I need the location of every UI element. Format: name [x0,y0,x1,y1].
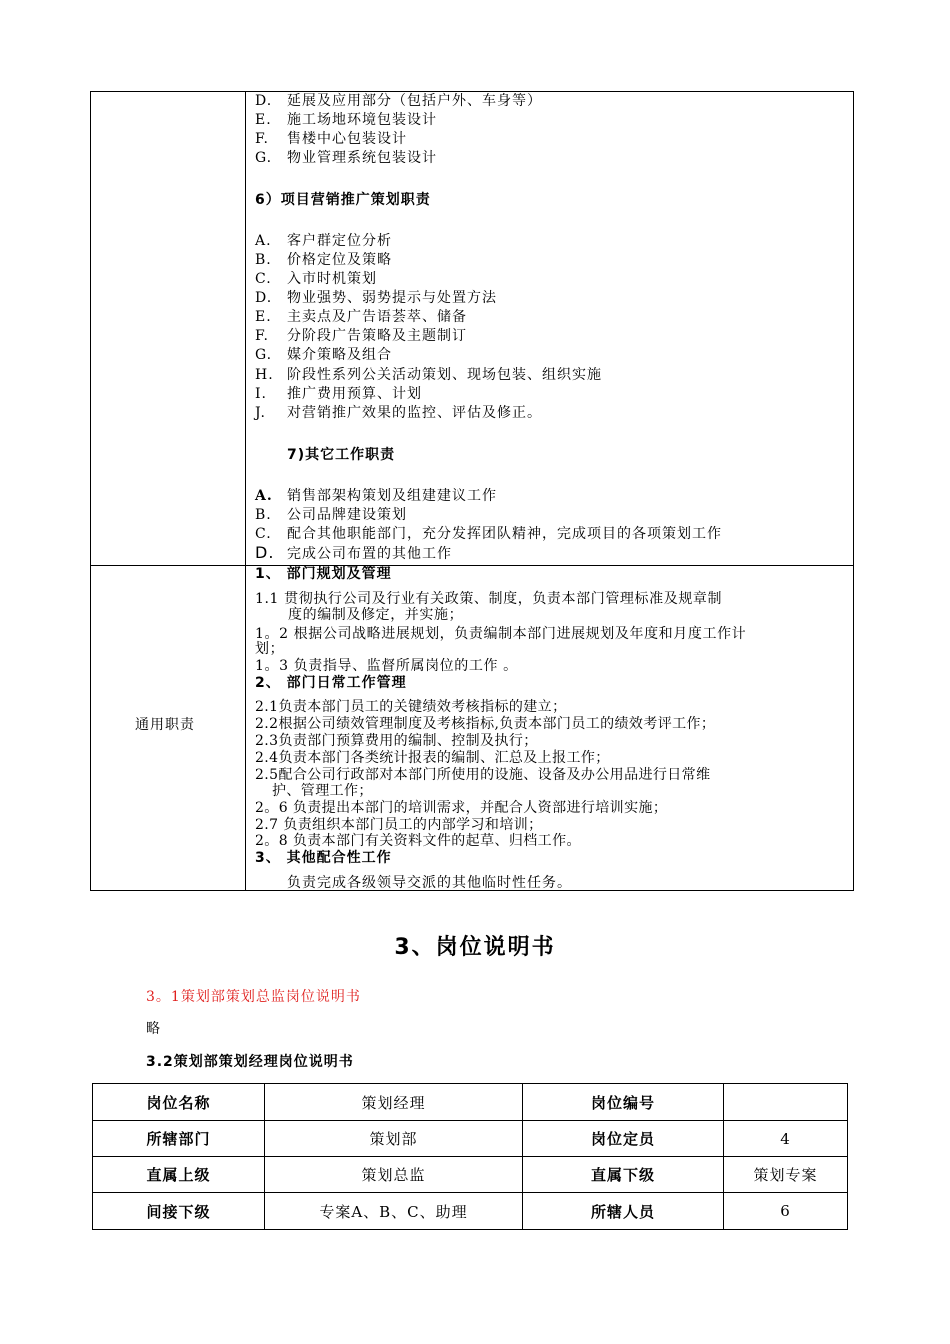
list-item: B. 价格定位及策略 [255,252,392,268]
section-heading: 3、 其他配合性工作 [255,850,392,866]
table-row-separator [90,565,854,566]
duty-line: 2.7 负责组织本部门员工的内部学习和培训； [255,817,543,833]
list-item: F. 分阶段广告策略及主题制订 [255,328,467,344]
duty-line: 2。8 负责本部门有关资料文件的起草、归档工作。 [255,833,581,849]
list-item: D. 完成公司布置的其他工作 [255,543,452,562]
table-cell: 专案A、B、C、助理 [319,1202,468,1221]
table-cell: 策划经理 [361,1093,426,1112]
duty-line: 2.2根据公司绩效管理制度及考核指标,负责本部门员工的绩效考评工作； [255,716,716,732]
duty-line: 1。2 根据公司战略进展规划，负责编制本部门进展规划及年度和月度工作计 [255,626,747,642]
marketing-heading: 6）项目营销推广策划职责 [255,192,431,208]
list-item: I. 推广费用预算、计划 [255,386,422,402]
subsection-title-red: 3。1策划部策划总监岗位说明书 [146,989,361,1005]
table-header-cell: 直属下级 [590,1166,655,1184]
section-heading: 2、 部门日常工作管理 [255,675,407,691]
duty-line: 2.1负责本部门员工的关键绩效考核指标的建立； [255,699,567,715]
list-item: D. 延展及应用部分（包括户外、车身等） [255,93,542,109]
list-item: D. 物业强势、弱势提示与处置方法 [255,290,497,306]
section-title: 3、岗位说明书 [394,935,556,960]
table-cell: 策划部 [369,1130,418,1148]
list-item: C. 配合其他职能部门，充分发挥团队精神，完成项目的各项策划工作 [255,526,722,542]
table-cell [724,1084,847,1120]
duty-line: 护、管理工作； [272,783,373,799]
table-header-cell: 岗位编号 [590,1093,655,1112]
subsection-body: 略 [146,1021,161,1037]
duty-line: 划； [255,641,285,657]
list-item: A. 销售部架构策划及组建建议工作 [255,488,497,504]
table-border-left [90,91,91,891]
list-item: F. 售楼中心包装设计 [255,131,407,147]
list-item: H. 阶段性系列公关活动策划、现场包装、组织实施 [255,367,602,383]
table-border-divider [245,91,246,891]
duty-line: 度的编制及修定，并实施； [288,607,464,623]
table-header-cell: 所辖人员 [590,1202,655,1221]
other-duties-heading: 7)其它工作职责 [287,447,396,463]
table-header-cell: 所辖部门 [146,1130,211,1148]
table-header-cell: 岗位定员 [590,1130,655,1148]
table-border-right [853,91,854,891]
table-border-bottom [92,1229,848,1230]
table-cell: 策划总监 [361,1166,426,1184]
duty-line: 1。3 负责指导、监督所属岗位的工作 。 [255,658,518,674]
subsection-title: 3.2策划部策划经理岗位说明书 [146,1054,354,1070]
table-header-cell: 岗位名称 [146,1093,211,1112]
list-item: C. 入市时机策划 [255,271,377,287]
section-heading: 1、 部门规划及管理 [255,566,392,582]
duty-line: 2.5配合公司行政部对本部门所使用的设施、设备及办公用品进行日常维 [255,767,711,783]
general-duties-label: 通用职责 [135,717,195,733]
list-item: J. 对营销推广效果的监控、评估及修正。 [255,405,542,421]
list-item: B. 公司品牌建设策划 [255,507,407,523]
table-cell: 策划专案 [753,1166,818,1184]
duty-line: 2。6 负责提出本部门的培训需求，并配合人资部进行培训实施； [255,800,668,816]
table-col-line [847,1083,848,1230]
duty-line: 1.1 贯彻执行公司及行业有关政策、制度，负责本部门管理标准及规章制 [255,591,723,607]
table-cell: 6 [780,1202,791,1220]
table-header-cell: 直属上级 [146,1166,211,1184]
duty-line: 2.4负责本部门各类统计报表的编制、汇总及上报工作； [255,750,610,766]
list-item: A. 客户群定位分析 [255,233,392,249]
list-item: E. 主卖点及广告语荟萃、储备 [255,309,467,325]
list-item: E. 施工场地环境包装设计 [255,112,437,128]
table-header-cell: 间接下级 [146,1202,211,1221]
duty-line: 负责完成各级领导交派的其他临时性任务。 [287,875,572,891]
duty-line: 2.3负责部门预算费用的编制、控制及执行； [255,733,538,749]
list-item: G. 媒介策略及组合 [255,347,392,363]
table-cell: 4 [780,1129,791,1148]
list-item: G. 物业管理系统包装设计 [255,150,437,166]
